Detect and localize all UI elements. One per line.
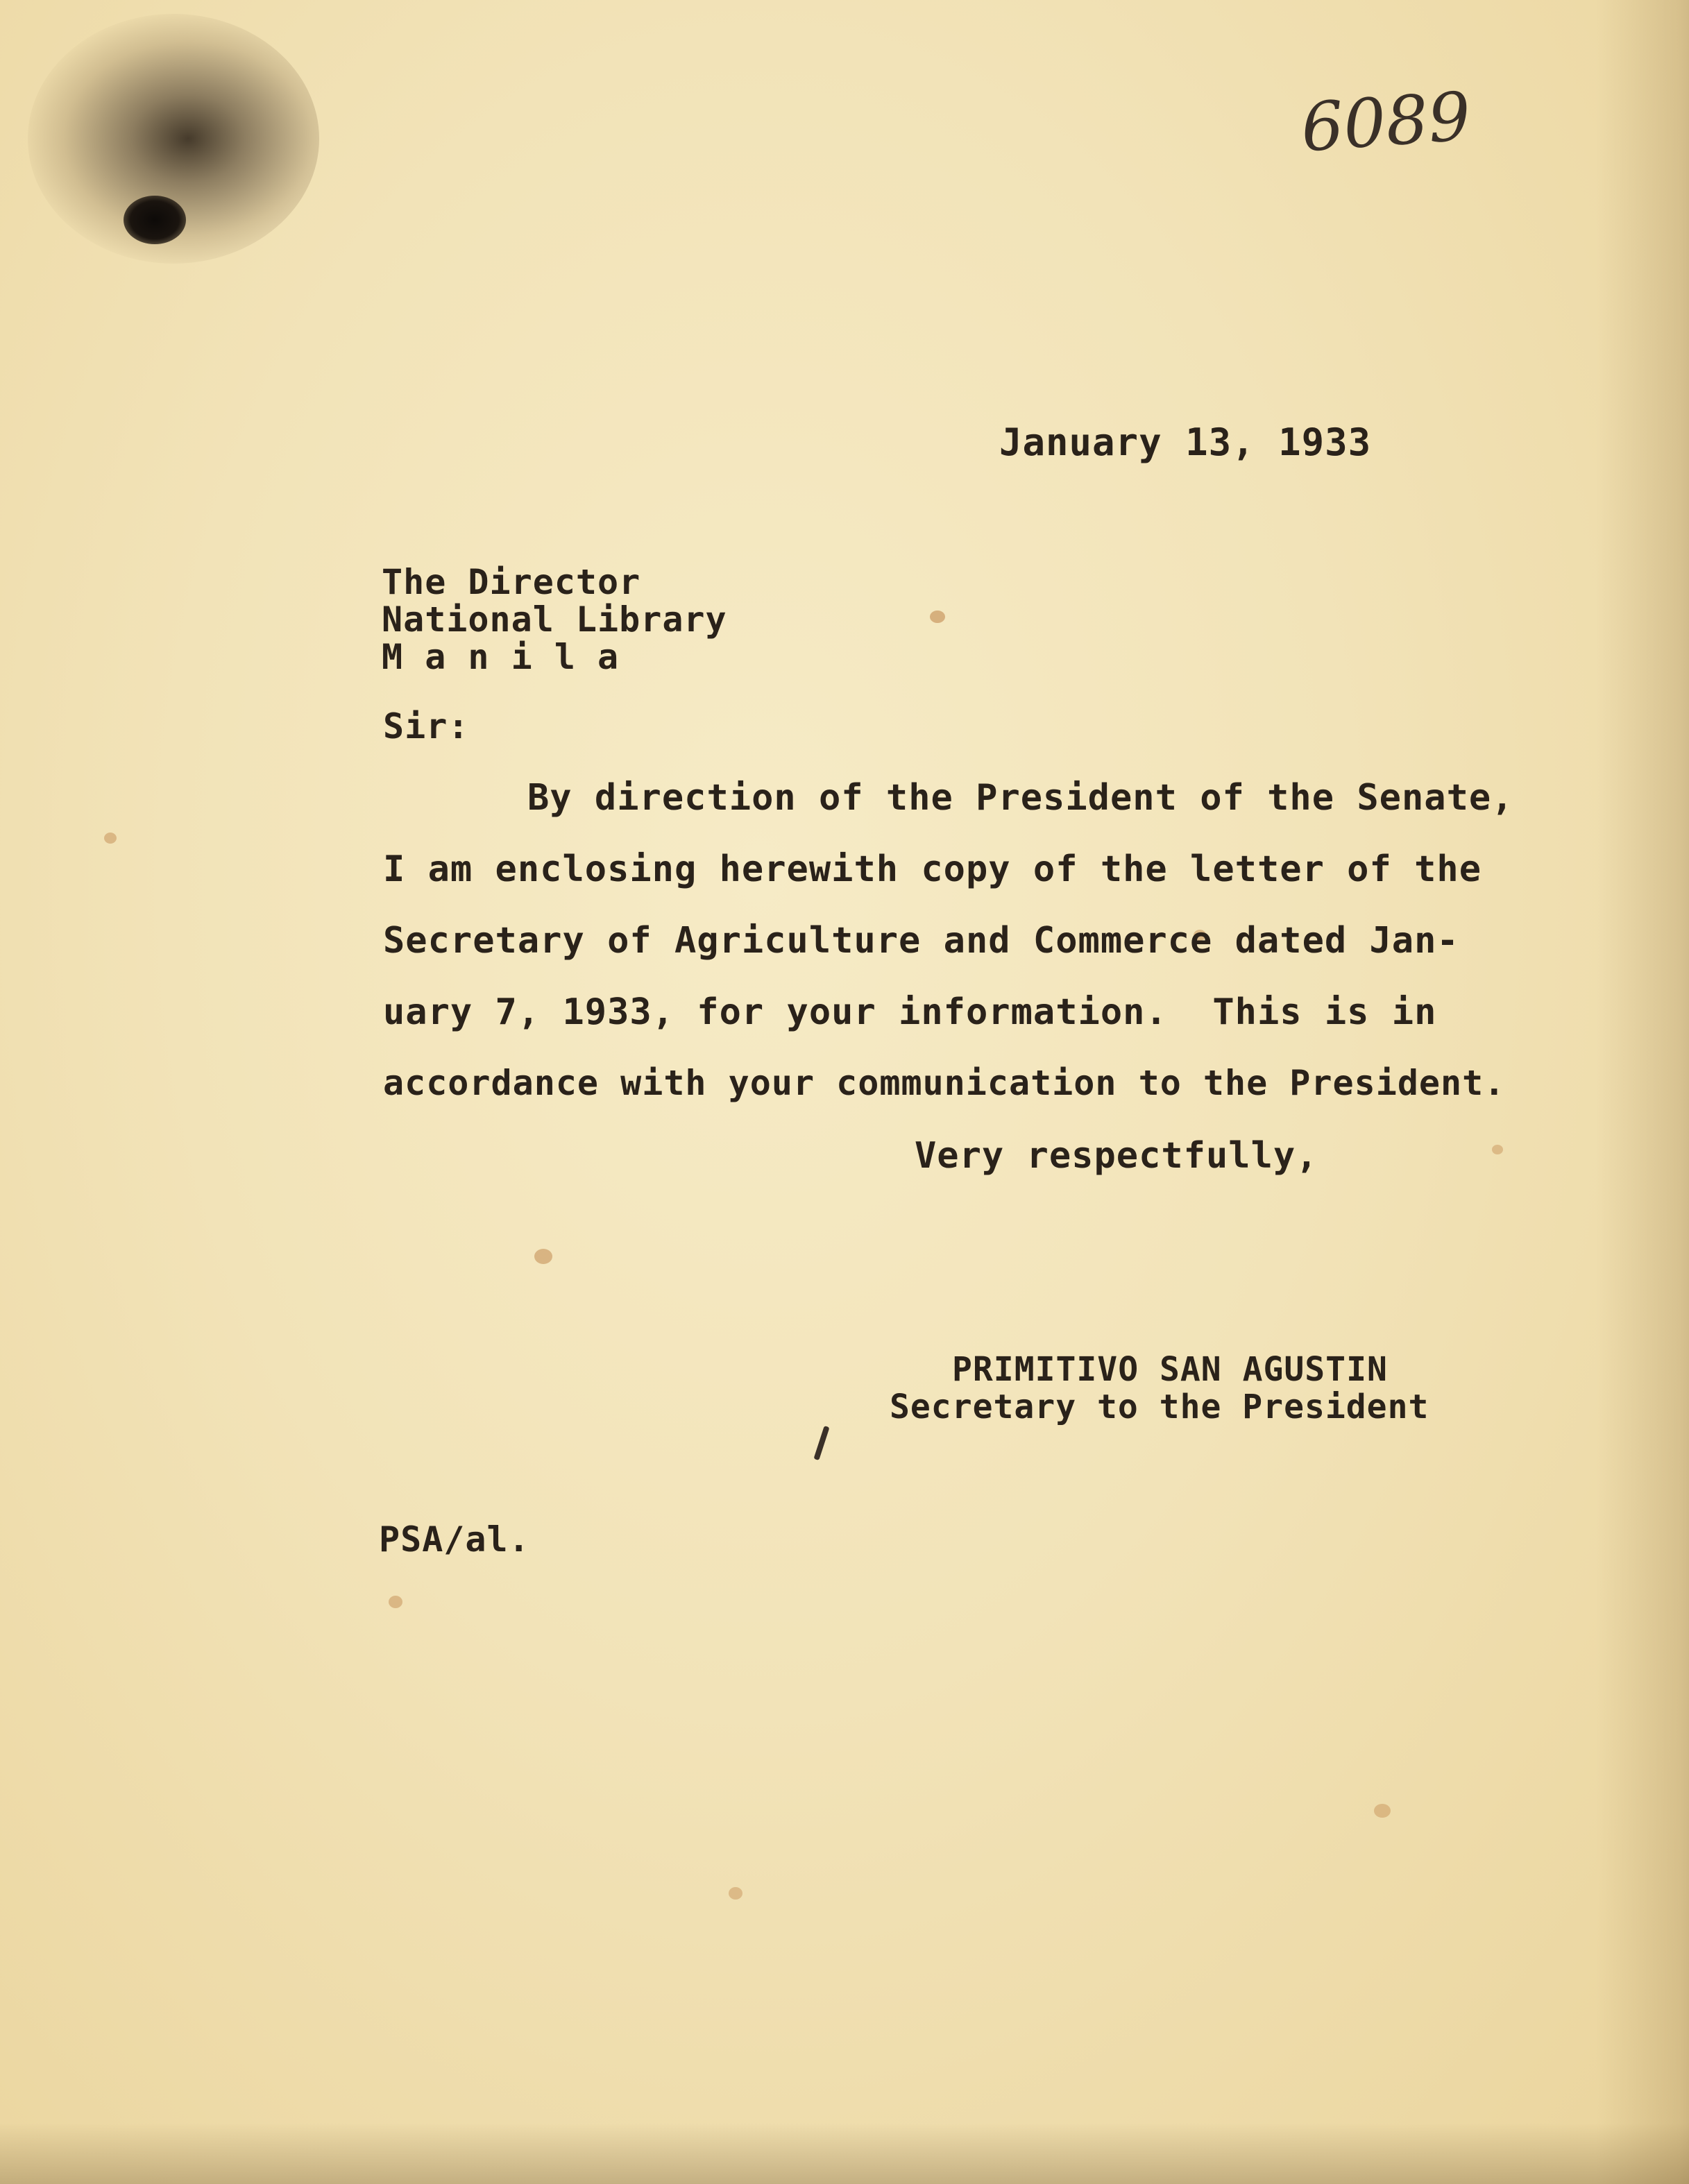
letter-date: January 13, 1933 (999, 420, 1372, 464)
body-line: Secretary of Agriculture and Commerce dated Jan- (383, 920, 1459, 962)
reference-initials: PSA/al. (379, 1519, 530, 1560)
foxing-spot (930, 611, 945, 623)
edge-shadow-bottom (0, 2123, 1689, 2184)
closing: Very respectfully, (915, 1135, 1318, 1177)
signatory-name: PRIMITIVO SAN AGUSTIN (952, 1350, 1388, 1389)
addressee-line: M a n i l a (382, 637, 620, 677)
foxing-spot (729, 1887, 742, 1900)
addressee-line: National Library (382, 599, 727, 640)
body-line: I am enclosing herewith copy of the letter of the (383, 848, 1482, 890)
signatory-title: Secretary to the President (890, 1388, 1429, 1426)
foxing-spot (1374, 1804, 1391, 1818)
addressee-line: The Director (382, 562, 641, 602)
body-line: By direction of the President of the Senate, (527, 777, 1514, 819)
edge-shadow-right (1596, 0, 1689, 2184)
foxing-spot (534, 1249, 552, 1264)
foxing-spot (1492, 1145, 1503, 1154)
salutation: Sir: (383, 706, 470, 747)
body-line: accordance with your communication to the President. (383, 1063, 1506, 1103)
foxing-spot (389, 1596, 402, 1608)
file-number: 6089 (1298, 77, 1473, 167)
punch-hole (124, 196, 186, 244)
pen-mark (813, 1426, 829, 1460)
foxing-spot (104, 833, 117, 844)
body-line: uary 7, 1933, for your information. This is in (383, 991, 1437, 1033)
